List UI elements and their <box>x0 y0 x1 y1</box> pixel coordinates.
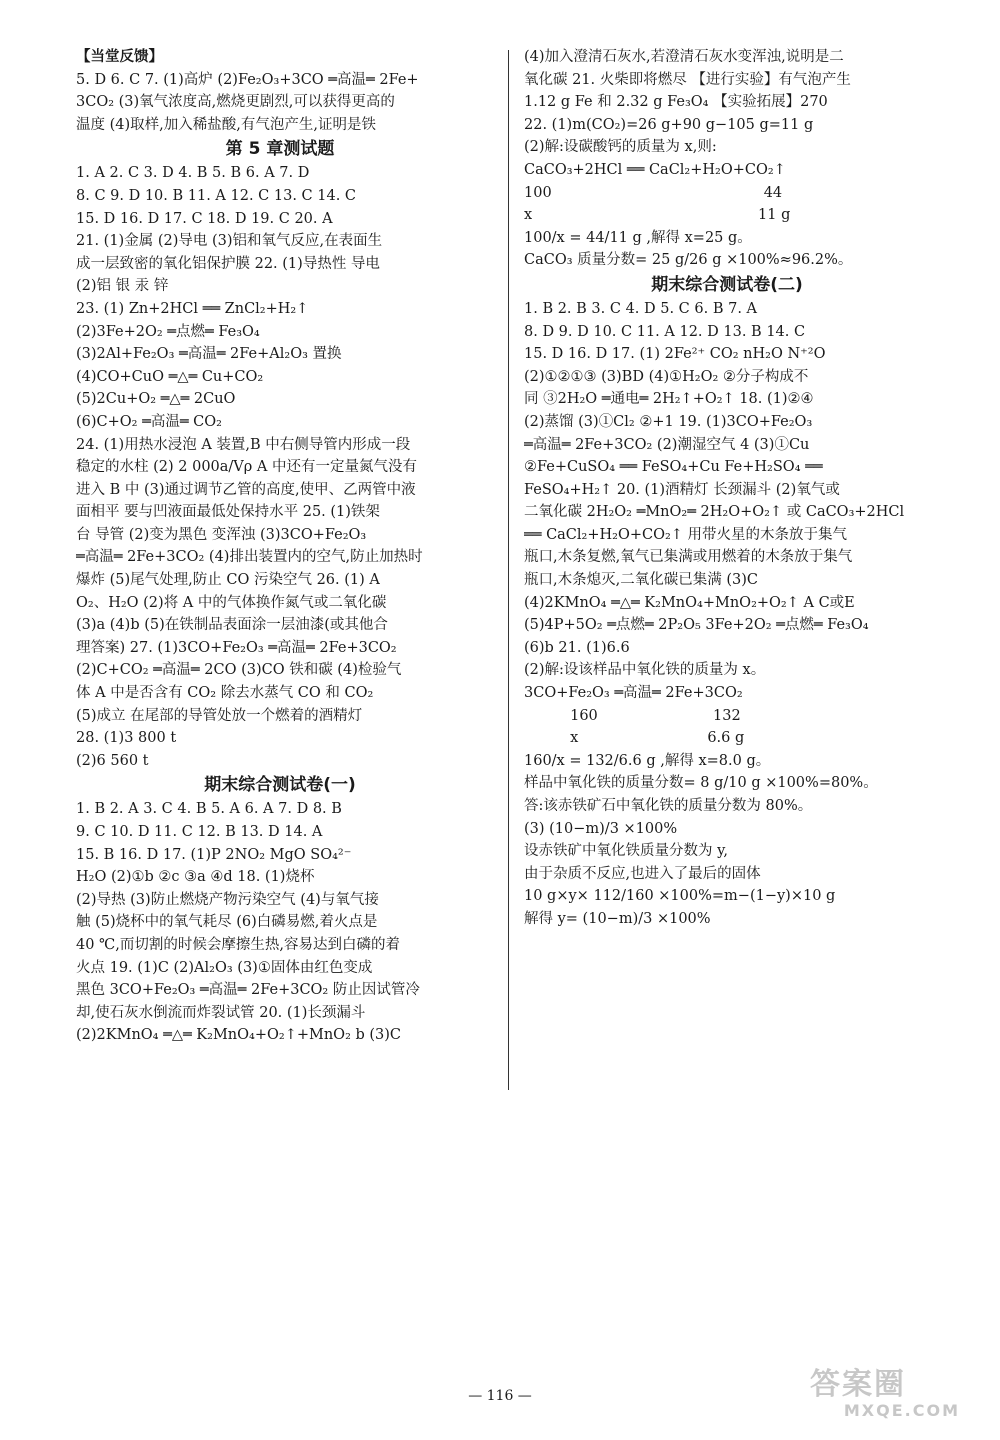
text-line: (2)蒸馏 (3)①Cl₂ ②+1 19. (1)3CO+Fe₂O₃ <box>524 413 813 430</box>
text-line: (2)解:设碳酸钙的质量为 x,则: <box>524 139 717 156</box>
text-line: 解得 y= (10−m)/3 ×100% <box>524 910 711 927</box>
section-title-chapter5: 第 5 章测试题 <box>225 139 335 160</box>
left-column <box>76 46 484 1047</box>
text-line: 8. D 9. D 10. C 11. A 12. D 13. B 14. C <box>524 323 806 340</box>
text-line: CaCO₃ 质量分数= 25 g/26 g ×100%≈96.2%。 <box>524 252 853 269</box>
text-line: 温度 (4)取样,加入稀盐酸,有气泡产生,证明是铁 <box>76 116 376 133</box>
text-line: 黑色 3CO+Fe₂O₃ ═高温═ 2Fe+3CO₂ 防止因试管冷 <box>76 982 420 999</box>
section-title-final-exam-1: 期末综合测试卷(一) <box>204 775 356 796</box>
text-line: ②Fe+CuSO₄ ══ FeSO₄+Cu Fe+H₂SO₄ ══ <box>524 459 823 476</box>
text-line: 1. B 2. B 3. C 4. D 5. C 6. B 7. A <box>524 300 758 317</box>
text-line: 稳定的水柱 (2) 2 000a/Vρ A 中还有一定量氮气没有 <box>76 459 417 476</box>
section-body-chapter5 <box>76 162 484 772</box>
text-line: 理答案) 27. (1)3CO+Fe₂O₃ ═高温═ 2Fe+3CO₂ <box>76 639 397 656</box>
text-line: 28. (1)3 800 t <box>76 730 177 747</box>
text-line: 瓶口,木条熄灭,二氧化碳已集满 (3)C <box>524 572 758 589</box>
text-line: x 11 g <box>524 207 791 224</box>
text-line: 3CO₂ (3)氧气浓度高,燃烧更剧烈,可以获得更高的 <box>76 94 395 111</box>
section-title-dangtang: 【当堂反馈】 <box>76 48 163 65</box>
text-line: 触 (5)烧杯中的氧气耗尽 (6)白磷易燃,着火点是 <box>76 914 378 931</box>
text-line: O₂、H₂O (2)将 A 中的气体换作氮气或二氧化碳 <box>76 594 387 611</box>
section-body-continued <box>524 46 930 272</box>
text-line: 样品中氧化铁的质量分数= 8 g/10 g ×100%=80%。 <box>524 775 878 792</box>
text-line: 答:该赤铁矿石中氧化铁的质量分数为 80%。 <box>524 798 813 814</box>
text-line: 15. D 16. D 17. C 18. D 19. C 20. A <box>76 210 333 227</box>
text-line: (5)2Cu+O₂ ═△═ 2CuO <box>76 391 236 408</box>
text-line: (5)4P+5O₂ ═点燃═ 2P₂O₅ 3Fe+2O₂ ═点燃═ Fe₃O₄ <box>524 617 869 634</box>
text-line: 设赤铁矿中氧化铁质量分数为 y, <box>524 843 728 860</box>
watermark-text: 答案圈 <box>810 1367 906 1402</box>
text-line: 21. (1)金属 (2)导电 (3)铝和氧气反应,在表面生 <box>76 233 383 250</box>
right-column <box>524 46 930 931</box>
text-line: (2)2KMnO₄ ═△═ K₂MnO₄+O₂↑+MnO₂ b (3)C <box>76 1027 402 1044</box>
text-line: (4)CO+CuO ═△═ Cu+CO₂ <box>76 368 264 385</box>
text-line: (3)a (4)b (5)在铁制品表面涂一层油漆(或其他合 <box>76 617 388 634</box>
text-line: (5)成立 在尾部的导管处放一个燃着的酒精灯 <box>76 707 363 724</box>
text-line: 爆炸 (5)尾气处理,防止 CO 污染空气 26. (1) A <box>76 572 380 589</box>
text-line: (2)解:设该样品中氧化铁的质量为 x。 <box>524 662 766 679</box>
text-line: 23. (1) Zn+2HCl ══ ZnCl₂+H₂↑ <box>76 300 309 317</box>
text-line: FeSO₄+H₂↑ 20. (1)酒精灯 长颈漏斗 (2)氧气或 <box>524 481 840 498</box>
text-line: 由于杂质不反应,也进入了最后的固体 <box>524 865 761 882</box>
text-line: 成一层致密的氧化铝保护膜 22. (1)导热性 导电 <box>76 255 380 272</box>
text-line: 二氧化碳 2H₂O₂ ═MnO₂═ 2H₂O+O₂↑ 或 CaCO₃+2HCl <box>524 504 905 521</box>
text-line: 9. C 10. D 11. C 12. B 13. D 14. A <box>76 824 323 840</box>
text-line: 100 44 <box>524 184 783 201</box>
text-line: 40 ℃,而切割的时候会摩擦生热,容易达到白磷的着 <box>76 936 400 953</box>
text-line: 3CO+Fe₂O₃ ═高温═ 2Fe+3CO₂ <box>524 685 743 702</box>
text-line: ═高温═ 2Fe+3CO₂ (2)潮湿空气 4 (3)①Cu <box>524 436 810 453</box>
watermark-url: MXQE.COM <box>843 1401 960 1420</box>
text-line: (4)2KMnO₄ ═△═ K₂MnO₄+MnO₂+O₂↑ A C或E <box>524 594 855 611</box>
text-line: 160/x = 132/6.6 g ,解得 x=8.0 g。 <box>524 752 771 769</box>
text-line: (6)C+O₂ ═高温═ CO₂ <box>76 413 222 430</box>
section-body-final-exam-1 <box>76 798 484 1047</box>
text-line: 进入 B 中 (3)通过调节乙管的高度,使甲、乙两管中液 <box>76 481 416 498</box>
text-line: ══ CaCl₂+H₂O+CO₂↑ 用带火星的木条放于集气 <box>524 526 848 543</box>
text-line: 15. B 16. D 17. (1)P 2NO₂ MgO SO₄²⁻ <box>76 846 352 863</box>
column-divider <box>508 50 509 1090</box>
text-line: 氧化碳 21. 火柴即将燃尽 【进行实验】有气泡产生 <box>524 71 851 88</box>
text-line: (3)2Al+Fe₂O₃ ═高温═ 2Fe+Al₂O₃ 置换 <box>76 346 342 363</box>
section-title-final-exam-2: 期末综合测试卷(二) <box>651 274 803 295</box>
text-line: 面相平 要与凹液面最低处保持水平 25. (1)铁架 <box>76 504 380 521</box>
text-line: 瓶口,木条复燃,氧气已集满或用燃着的木条放于集气 <box>524 549 853 566</box>
text-line: (4)加入澄清石灰水,若澄清石灰水变浑浊,说明是二 <box>524 49 844 65</box>
text-line: 8. C 9. D 10. B 11. A 12. C 13. C 14. C <box>76 187 357 204</box>
text-line: 5. D 6. C 7. (1)高炉 (2)Fe₂O₃+3CO ═高温═ 2Fe+ <box>76 71 419 88</box>
text-line: 1. B 2. A 3. C 4. B 5. A 6. A 7. D 8. B <box>76 801 342 818</box>
text-line: 10 g×y× 112/160 ×100%=m−(1−y)×10 g <box>524 888 836 905</box>
text-line: (2)6 560 t <box>76 752 149 769</box>
section-body-dangtang <box>76 69 484 137</box>
text-line: H₂O (2)①b ②c ③a ④d 18. (1)烧杯 <box>76 869 315 886</box>
page-number: — 116 — <box>468 1388 532 1404</box>
text-line: 却,使石灰水倒流而炸裂试管 20. (1)长颈漏斗 <box>76 1004 366 1021</box>
text-line: 15. D 16. D 17. (1) 2Fe²⁺ CO₂ nH₂O N⁺²O <box>524 346 826 363</box>
text-line: (3) (10−m)/3 ×100% <box>524 820 678 837</box>
watermark-logo <box>810 1368 960 1426</box>
text-line: (2)导热 (3)防止燃烧产物污染空气 (4)与氧气接 <box>76 891 379 908</box>
text-line: 体 A 中是否含有 CO₂ 除去水蒸气 CO 和 CO₂ <box>76 685 374 702</box>
text-line: CaCO₃+2HCl ══ CaCl₂+H₂O+CO₂↑ <box>524 161 786 178</box>
text-line: (2)3Fe+2O₂ ═点燃═ Fe₃O₄ <box>76 323 260 340</box>
text-line: 1. A 2. C 3. D 4. B 5. B 6. A 7. D <box>76 165 310 182</box>
text-line: (2)①②①③ (3)BD (4)①H₂O₂ ②分子构成不 <box>524 368 809 385</box>
text-line: 22. (1)m(CO₂)=26 g+90 g−105 g=11 g <box>524 116 814 133</box>
text-line: 100/x = 44/11 g ,解得 x=25 g。 <box>524 229 752 246</box>
text-line: 台 导管 (2)变为黑色 变浑浊 (3)3CO+Fe₂O₃ <box>76 526 367 543</box>
text-line: 160 132 <box>524 707 741 724</box>
section-body-final-exam-2 <box>524 298 930 931</box>
text-line: 1.12 g Fe 和 2.32 g Fe₃O₄ 【实验拓展】270 <box>524 94 828 111</box>
text-line: x 6.6 g <box>524 730 745 747</box>
text-line: (2)铝 银 汞 锌 <box>76 278 169 295</box>
text-line: 火点 19. (1)C (2)Al₂O₃ (3)①固体由红色变成 <box>76 959 373 976</box>
text-line: 同 ③2H₂O ═通电═ 2H₂↑+O₂↑ 18. (1)②④ <box>524 391 814 408</box>
text-line: 24. (1)用热水浸泡 A 装置,B 中右侧导管内形成一段 <box>76 436 411 453</box>
text-line: ═高温═ 2Fe+3CO₂ (4)排出装置内的空气,防止加热时 <box>76 549 423 566</box>
text-line: (2)C+CO₂ ═高温═ 2CO (3)CO 铁和碳 (4)检验气 <box>76 662 402 679</box>
text-line: (6)b 21. (1)6.6 <box>524 639 630 656</box>
